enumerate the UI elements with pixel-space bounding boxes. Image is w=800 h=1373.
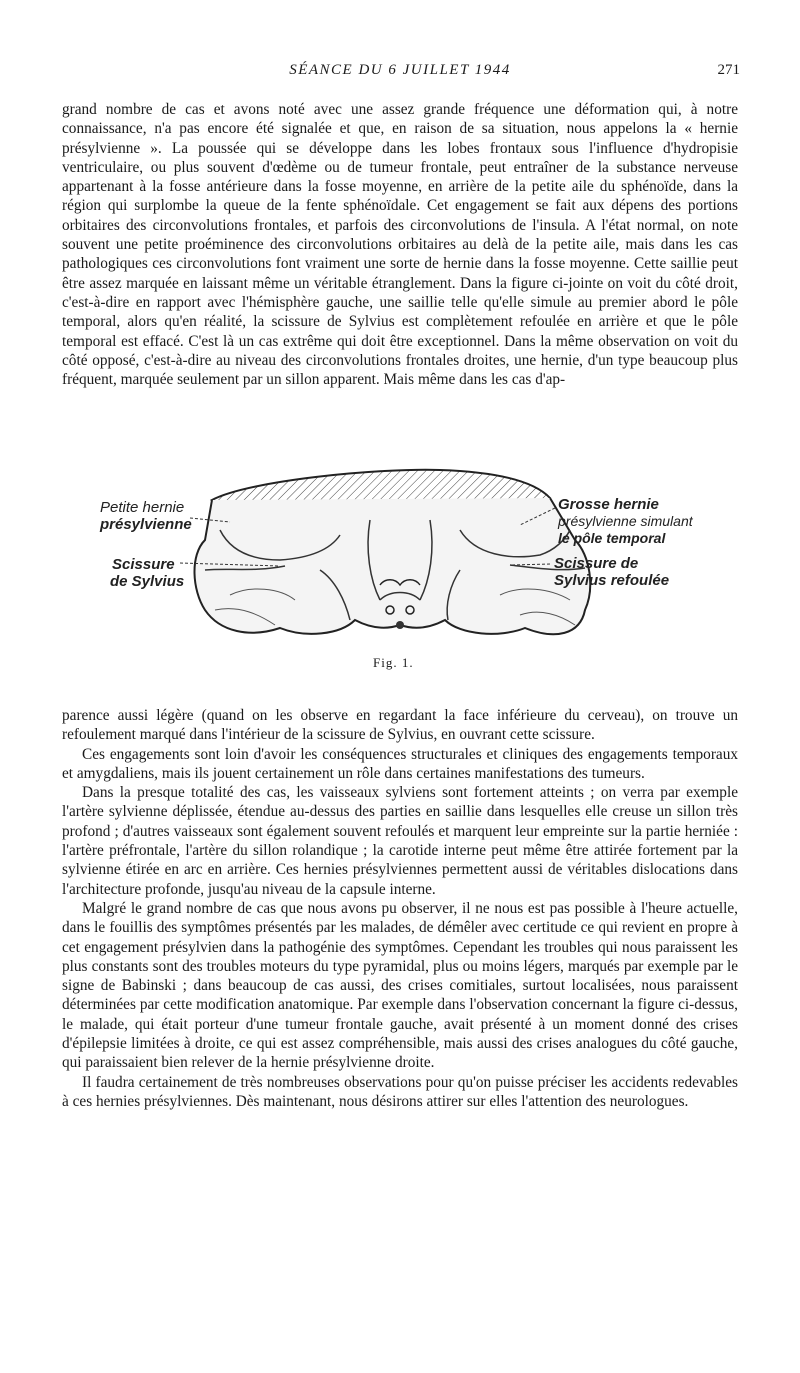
running-head [60, 62, 740, 84]
brain-figure [80, 460, 720, 690]
text-block-bottom [62, 706, 738, 1111]
paragraph: Malgré le grand nombre de cas que nous avons pu observer, il ne nous est pas possible à l'heure actuelle, dans le fouillis des symptômes présentés par les malades, de démêler avec certitude ce qui revient en propre à cet engagement présylvien dans la pathogénie des symptômes. Cependant les troubles qui nous paraissent les plus constants sont des troubles moteurs du type pyramidal, plus ou moins légers, marqués par exemple par le signe de Babinski ; dans beaucoup de cas aussi, des crises comitiales, surtout localisées, nous paraissent déterminées par cette modification anatomique. Par exemple dans l'observation concernant la figure ci-dessus, le malade, qui était porteur d'une tumeur frontale gauche, avait présenté à un moment donné des crises d'épilepsie limitées à droite, ce qui est assez compréhensible, mais aussi des crises analogues du côté gauche, qui paraissaient bien relever de la hernie présylvienne droite. [62, 899, 738, 1072]
label-petite-hernie-line1: Petite hernie [100, 499, 185, 516]
label-petite-hernie-line2: présylvienne [100, 516, 192, 533]
label-grosse-hernie-line2: présylvienne simulant [558, 513, 693, 529]
label-scissure-right-line1: Scissure de [554, 555, 639, 572]
label-scissure-right-line2: Sylvius refoulée [554, 572, 670, 589]
paragraph: grand nombre de cas et avons noté avec une assez grande fréquence une déformation qui, à notre connaissance, n'a pas encore été signalée et que, en raison de sa situation, nous appelons la « hernie présylvienne ». La poussée qui se développe dans les lobes frontaux sous l'influence d'hydropisie ventriculaire, ou plus souvent d'œdème ou de tumeur frontale, peut entraîner de la substance nerveuse appartenant à la fosse antérieure dans la fosse moyenne, en arrière de la petite aile du sphénoïde, dans la région qui surplombe la queue de la fente sphénoïdale. Cet engagement se fait aux dépens des portions orbitaires des circonvolutions frontales, et parfois des circonvolutions de l'insula. A l'état normal, on note souvent une petite proéminence des circonvolutions orbitaires au delà de la petite aile, mais dans les cas pathologiques ces circonvolutions font vraiment une sorte de hernie dans la fosse moyenne. Cette saillie peut être assez marquée en laissant même un véritable étranglement. Dans la figure ci-jointe on voit du côté droit, c'est-à-dire en rapport avec l'hémisphère gauche, une saillie telle qu'elle simule au premier abord le pôle temporal, alors qu'en réalité, la scissure de Sylvius est complètement refoulée en arrière et que le pôle temporal est effacé. C'est là un cas extrême qui doit être exceptionnel. Dans la même observation on voit du côté opposé, c'est-à-dire au niveau des circonvolutions frontales droites, une hernie, d'un type beaucoup plus fréquent, marquée seulement par un sillon apparent. Mais même dans les cas d'ap- [62, 101, 738, 389]
paragraph: Il faudra certainement de très nombreuses observations pour qu'on puisse préciser les accidents redevables à ces hernies présylviennes. Dès maintenant, nous désirons attirer sur elles l'attention des neurologues. [62, 1073, 738, 1110]
running-title: SÉANCE DU 6 JUILLET 1944 [289, 62, 511, 78]
label-scissure-left-line1: Scissure [112, 556, 175, 573]
page-number: 271 [717, 62, 740, 78]
paragraph: parence aussi légère (quand on les observe en regardant la face inférieure du cerveau), on trouve un refoulement marqué dans l'intérieur de la scissure de Sylvius, en ouvrant cette scissure. [62, 707, 738, 744]
figure-caption: Fig. 1. [373, 655, 414, 670]
label-grosse-hernie-line3: le pôle temporal [558, 530, 666, 546]
label-scissure-left-line2: de Sylvius [110, 573, 185, 590]
label-grosse-hernie-line1: Grosse hernie [558, 496, 659, 513]
paragraph: Ces engagements sont loin d'avoir les conséquences structurales et cliniques des engagements temporaux et amygdaliens, mais ils jouent certainement un rôle dans certaines manifestations des tumeurs. [62, 745, 738, 782]
text-block-top [62, 100, 738, 389]
paragraph: Dans la presque totalité des cas, les vaisseaux sylviens sont fortement atteints ; on verra par exemple l'artère sylvienne déplissée, étendue au-dessus des parties en saillie dans lesquelles elle creuse un sillon très profond ; d'autres vaisseaux sont également souvent refoulés et marquent leur empreinte sur la partie herniée : l'artère préfrontale, l'artère du sillon rolandique ; la carotide interne peut même être attirée fortement par la sylvienne étirée en arc en arrière. Ces hernies présylviennes permettent aussi de véritables dislocations dans l'architecture profonde, jusqu'au niveau de la capsule interne. [62, 784, 738, 898]
